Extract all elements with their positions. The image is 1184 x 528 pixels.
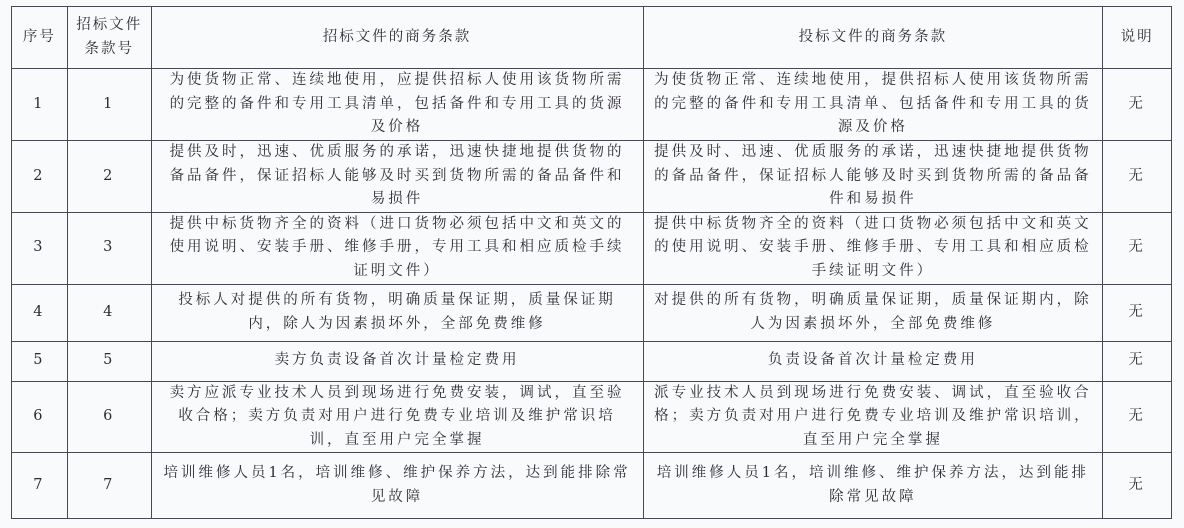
cell-bid-terms: 为使货物正常、连续地使用，提供招标人使用该货物所需的完整的备件和专用工具清单、包括备件和专用工具的货源及价格 [643, 69, 1103, 141]
cell-seq: 3 [12, 212, 68, 284]
table-row [12, 341, 1172, 381]
cell-note: 无 [1103, 69, 1172, 141]
cell-bid-terms: 提供中标货物齐全的资料（进口货物必须包括中文和英文的使用说明、安装手册、维修手册、专用工具和相应质检手续证明文件） [643, 212, 1103, 284]
cell-note: 无 [1103, 284, 1172, 341]
cell-clause-no: 1 [67, 69, 151, 141]
header-clause-no-line1: 招标文件 [76, 17, 143, 33]
cell-tender-terms: 为使货物正常、连续地使用，应提供招标人使用该货物所需的完整的备件和专用工具清单，包括备件和专用工具的货源及价格 [151, 69, 643, 141]
cell-seq: 5 [12, 341, 68, 381]
cell-seq: 6 [12, 381, 68, 453]
cell-note: 无 [1103, 141, 1172, 213]
cell-note: 无 [1103, 381, 1172, 453]
table-row [12, 212, 1172, 284]
cell-seq: 2 [12, 141, 68, 213]
cell-bid-terms: 提供及时、迅速、优质服务的承诺，迅速快捷地提供货物的备品备件，保证招标人能够及时买到货物所需的备品备件和易损件 [643, 141, 1103, 213]
cell-tender-terms: 提供中标货物齐全的资料（进口货物必须包括中文和英文的使用说明、安装手册、维修手册，专用工具和相应质检手续证明文件） [151, 212, 643, 284]
cell-tender-terms: 投标人对提供的所有货物，明确质量保证期，质量保证期内，除人为因素损坏外，全部免费维修 [151, 284, 643, 341]
cell-note: 无 [1103, 341, 1172, 381]
header-tender-terms: 招标文件的商务条款 [151, 7, 643, 69]
cell-bid-terms: 派专业技术人员到现场进行免费安装、调试，直至验收合格；卖方负责对用户进行免费专业培训及维护常识培训，直至用户完全掌握 [643, 381, 1103, 453]
cell-clause-no: 5 [67, 341, 151, 381]
header-clause-no-line2: 条款号 [84, 40, 134, 57]
header-clause-no [67, 7, 151, 69]
cell-bid-terms: 负责设备首次计量检定费用 [643, 341, 1103, 381]
header-row [12, 7, 1172, 69]
cell-clause-no: 6 [67, 381, 151, 453]
header-note: 说明 [1103, 7, 1172, 69]
cell-clause-no: 4 [67, 284, 151, 341]
cell-clause-no: 7 [67, 453, 151, 519]
cell-bid-terms: 对提供的所有货物，明确质量保证期，质量保证期内，除人为因素损坏外，全部免费维修 [643, 284, 1103, 341]
header-seq: 序号 [12, 7, 68, 69]
cell-note: 无 [1103, 453, 1172, 519]
table-row [12, 381, 1172, 453]
table-row [12, 453, 1172, 519]
cell-bid-terms: 培训维修人员1名，培训维修、维护保养方法，达到能排除常见故障 [643, 453, 1103, 519]
cell-tender-terms: 卖方负责设备首次计量检定费用 [151, 341, 643, 381]
cell-tender-terms: 卖方应派专业技术人员到现场进行免费安装，调试，直至验收合格；卖方负责对用户进行免费专业培训及维护常识培训，直至用户完全掌握 [151, 381, 643, 453]
cell-seq: 1 [12, 69, 68, 141]
cell-tender-terms: 培训维修人员1名，培训维修、维护保养方法，达到能排除常见故障 [151, 453, 643, 519]
cell-clause-no: 2 [67, 141, 151, 213]
table-row [12, 69, 1172, 141]
cell-seq: 4 [12, 284, 68, 341]
header-bid-terms: 投标文件的商务条款 [643, 7, 1103, 69]
cell-tender-terms: 提供及时，迅速、优质服务的承诺，迅速快捷地提供货物的备品备件，保证招标人能够及时买到货物所需的备品备件和易损件 [151, 141, 643, 213]
cell-note: 无 [1103, 212, 1172, 284]
cell-seq: 7 [12, 453, 68, 519]
table-row [12, 284, 1172, 341]
business-terms-comparison-table [11, 6, 1172, 519]
table-row [12, 141, 1172, 213]
cell-clause-no: 3 [67, 212, 151, 284]
